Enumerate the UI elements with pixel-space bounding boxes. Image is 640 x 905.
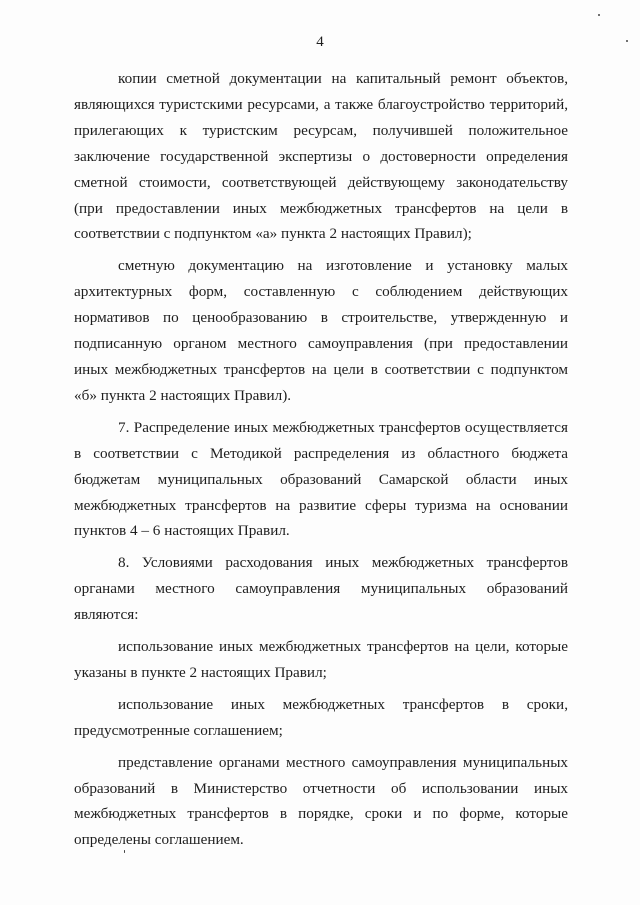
paragraph-condition-reporting: представление органами местного самоуправления муниципальных образований в Министерство отчетности об использовании иных межбюджетных трансфертов в порядке, сроки и по форме, которые определены соглашением. <box>74 753 568 849</box>
paragraph-item-8-conditions: 8. Условиями расходования иных межбюджетных трансфертов органами местного самоуправления муниципальных образований являются: <box>74 554 568 624</box>
document-body <box>74 66 568 859</box>
paragraph-condition-purpose: использование иных межбюджетных трансфертов на цели, которые указаны в пункте 2 настоящих Правил; <box>74 638 568 681</box>
page-number: 4 <box>316 34 324 50</box>
scan-speck <box>598 14 600 16</box>
paragraph-small-architectural-forms: сметную документацию на изготовление и установку малых архитектурных форм, составленную с соблюдением действующих нормативов по ценообразованию в строительстве, утвержденную и подписанную органом местного самоуправления (при предоставлении иных межбюджетных трансфертов на цели в соответствии с подпунктом «б» пункта 2 настоящих Правил). <box>74 257 568 404</box>
paragraph-estimate-documentation-copy: копии сметной документации на капитальный ремонт объектов, являющихся туристскими ресурсами, а также благоустройство территорий, прилегающих к туристским ресурсам, получившей положительное заключение государственной экспертизы о достоверности определения сметной стоимости, соответствующей действующему законодательству (при предоставлении иных межбюджетных трансфертов на цели в соответствии с подпунктом «а» пункта 2 настоящих Правил); <box>74 70 568 243</box>
paragraph-item-7-distribution: 7. Распределение иных межбюджетных трансфертов осуществляется в соответствии с Методикой распределения из областного бюджета бюджетам муниципальных образований Самарской области иных межбюджетных трансфертов на развитие сферы туризма на основании пунктов 4 – 6 настоящих Правил. <box>74 418 568 540</box>
paragraph-condition-terms: использование иных межбюджетных трансфертов в сроки, предусмотренные соглашением; <box>74 695 568 739</box>
scan-speck <box>626 40 628 42</box>
scan-speck <box>124 850 125 853</box>
